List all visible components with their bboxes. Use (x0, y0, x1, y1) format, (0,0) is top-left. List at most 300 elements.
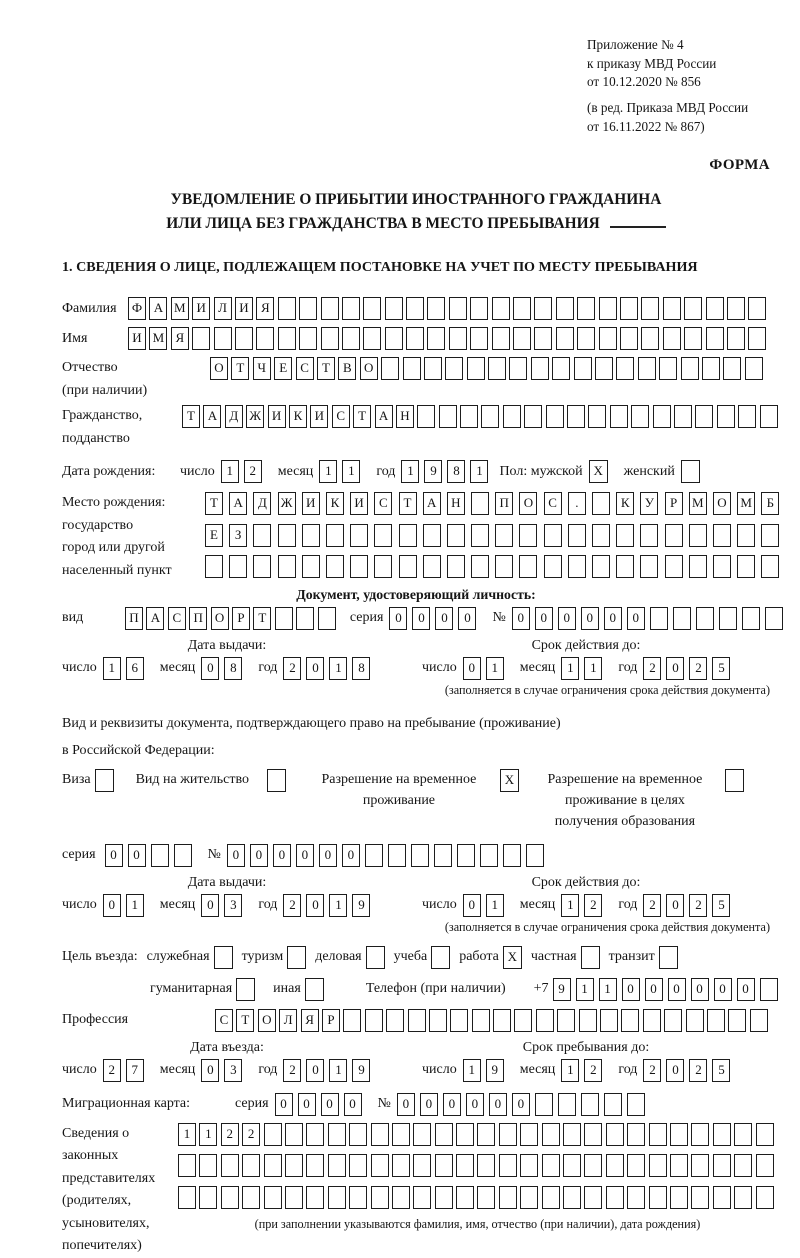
char-cell[interactable] (253, 555, 271, 578)
char-cell[interactable] (470, 297, 488, 320)
char-cell[interactable] (435, 1186, 453, 1209)
char-cell[interactable]: 1 (329, 657, 347, 680)
char-cell[interactable] (520, 1186, 538, 1209)
char-cell[interactable] (581, 1093, 599, 1116)
char-cell[interactable] (503, 405, 521, 428)
char-cell[interactable]: 0 (201, 894, 219, 917)
char-cell[interactable]: Т (236, 1009, 254, 1032)
char-cell[interactable]: 9 (352, 1059, 370, 1082)
char-cell[interactable] (663, 297, 681, 320)
char-cell[interactable] (306, 1186, 324, 1209)
char-cell[interactable] (235, 327, 253, 350)
char-cell[interactable] (328, 1186, 346, 1209)
char-cell[interactable] (713, 524, 731, 547)
char-cell[interactable] (673, 607, 691, 630)
char-cell[interactable]: 1 (486, 657, 504, 680)
char-cell[interactable] (302, 555, 320, 578)
char-cell[interactable] (556, 297, 574, 320)
char-cell[interactable]: 9 (424, 460, 442, 483)
char-cell[interactable] (264, 1123, 282, 1146)
char-cell[interactable] (620, 327, 638, 350)
char-cell[interactable] (350, 555, 368, 578)
char-cell[interactable]: А (375, 405, 393, 428)
char-cell[interactable] (535, 1093, 553, 1116)
char-cell[interactable]: А (423, 492, 441, 515)
char-cell[interactable] (665, 555, 683, 578)
char-cell[interactable]: Т (253, 607, 271, 630)
char-cell[interactable]: 1 (486, 894, 504, 917)
char-cell[interactable]: 0 (489, 1093, 507, 1116)
char-cell[interactable] (653, 405, 671, 428)
char-cell[interactable] (665, 524, 683, 547)
char-cell[interactable] (350, 524, 368, 547)
char-cell[interactable] (592, 555, 610, 578)
char-cell[interactable] (403, 357, 421, 380)
char-cell[interactable] (408, 1009, 426, 1032)
char-cell[interactable]: 0 (558, 607, 576, 630)
char-cell[interactable] (192, 327, 210, 350)
char-cell[interactable] (363, 297, 381, 320)
char-cell[interactable] (536, 1009, 554, 1032)
char-cell[interactable]: 2 (643, 1059, 661, 1082)
char-cell[interactable]: 5 (712, 657, 730, 680)
char-cell[interactable] (365, 844, 383, 867)
char-cell[interactable]: 1 (584, 657, 602, 680)
char-cell[interactable] (385, 327, 403, 350)
char-cell[interactable] (371, 1154, 389, 1177)
char-cell[interactable]: Р (665, 492, 683, 515)
char-cell[interactable] (427, 297, 445, 320)
char-cell[interactable] (627, 1123, 645, 1146)
char-cell[interactable] (447, 555, 465, 578)
char-cell[interactable] (477, 1154, 495, 1177)
char-cell[interactable]: К (616, 492, 634, 515)
char-cell[interactable] (499, 1154, 517, 1177)
char-cell[interactable]: Т (317, 357, 335, 380)
char-cell[interactable] (760, 405, 778, 428)
char-cell[interactable]: А (203, 405, 221, 428)
char-cell[interactable] (467, 357, 485, 380)
char-cell[interactable] (256, 327, 274, 350)
char-cell[interactable] (734, 1123, 752, 1146)
char-cell[interactable] (520, 1123, 538, 1146)
char-cell[interactable]: 8 (224, 657, 242, 680)
char-cell[interactable]: 3 (224, 1059, 242, 1082)
char-cell[interactable]: 2 (689, 657, 707, 680)
char-cell[interactable] (650, 607, 668, 630)
char-cell[interactable] (627, 1186, 645, 1209)
char-cell[interactable] (748, 327, 766, 350)
char-cell[interactable] (756, 1123, 774, 1146)
char-cell[interactable] (278, 327, 296, 350)
char-cell[interactable] (406, 327, 424, 350)
char-cell[interactable]: 1 (561, 1059, 579, 1082)
char-cell[interactable] (659, 946, 678, 969)
char-cell[interactable] (734, 1154, 752, 1177)
char-cell[interactable]: 2 (221, 1123, 239, 1146)
char-cell[interactable]: 8 (447, 460, 465, 483)
char-cell[interactable] (756, 1154, 774, 1177)
char-cell[interactable]: 0 (420, 1093, 438, 1116)
char-cell[interactable] (727, 327, 745, 350)
char-cell[interactable] (275, 607, 293, 630)
char-cell[interactable] (447, 524, 465, 547)
char-cell[interactable] (472, 1009, 490, 1032)
char-cell[interactable] (579, 1009, 597, 1032)
char-cell[interactable]: 0 (319, 844, 337, 867)
char-cell[interactable] (670, 1154, 688, 1177)
char-cell[interactable]: 0 (201, 1059, 219, 1082)
char-cell[interactable]: 2 (643, 657, 661, 680)
char-cell[interactable]: 2 (283, 657, 301, 680)
char-cell[interactable] (399, 555, 417, 578)
char-cell[interactable] (742, 607, 760, 630)
char-cell[interactable] (574, 357, 592, 380)
char-cell[interactable]: С (332, 405, 350, 428)
char-cell[interactable]: 0 (103, 894, 121, 917)
char-cell[interactable]: М (149, 327, 167, 350)
char-cell[interactable]: О (713, 492, 731, 515)
char-cell[interactable]: 3 (224, 894, 242, 917)
char-cell[interactable] (509, 357, 527, 380)
char-cell[interactable]: С (374, 492, 392, 515)
char-cell[interactable] (670, 1123, 688, 1146)
char-cell[interactable]: 2 (584, 1059, 602, 1082)
char-cell[interactable]: У (640, 492, 658, 515)
char-cell[interactable]: 0 (535, 607, 553, 630)
char-cell[interactable] (481, 405, 499, 428)
char-cell[interactable] (544, 555, 562, 578)
char-cell[interactable] (178, 1154, 196, 1177)
char-cell[interactable] (717, 405, 735, 428)
char-cell[interactable]: К (326, 492, 344, 515)
char-cell[interactable]: 0 (397, 1093, 415, 1116)
char-cell[interactable] (627, 1154, 645, 1177)
char-cell[interactable]: О (258, 1009, 276, 1032)
char-cell[interactable] (534, 327, 552, 350)
char-cell[interactable] (253, 524, 271, 547)
char-cell[interactable]: 8 (352, 657, 370, 680)
char-cell[interactable] (621, 1009, 639, 1032)
char-cell[interactable]: 1 (329, 894, 347, 917)
char-cell[interactable] (520, 1154, 538, 1177)
char-cell[interactable] (349, 1186, 367, 1209)
char-cell[interactable]: Т (399, 492, 417, 515)
char-cell[interactable]: О (210, 357, 228, 380)
char-cell[interactable] (278, 524, 296, 547)
char-cell[interactable] (588, 405, 606, 428)
char-cell[interactable]: 1 (178, 1123, 196, 1146)
char-cell[interactable] (349, 1154, 367, 1177)
char-cell[interactable] (760, 978, 778, 1001)
char-cell[interactable]: 0 (273, 844, 291, 867)
char-cell[interactable]: 5 (712, 894, 730, 917)
char-cell[interactable] (696, 607, 714, 630)
char-cell[interactable] (328, 1154, 346, 1177)
char-cell[interactable] (689, 555, 707, 578)
char-cell[interactable] (427, 327, 445, 350)
char-cell[interactable] (363, 327, 381, 350)
char-cell[interactable]: 2 (643, 894, 661, 917)
char-cell[interactable]: 0 (389, 607, 407, 630)
char-cell[interactable]: 2 (283, 1059, 301, 1082)
char-cell[interactable]: 1 (463, 1059, 481, 1082)
char-cell[interactable]: Я (301, 1009, 319, 1032)
char-cell[interactable]: Д (225, 405, 243, 428)
char-cell[interactable] (343, 1009, 361, 1032)
char-cell[interactable]: М (689, 492, 707, 515)
char-cell[interactable]: 0 (296, 844, 314, 867)
char-cell[interactable] (765, 607, 783, 630)
char-cell[interactable]: 1 (103, 657, 121, 680)
char-cell[interactable] (371, 1123, 389, 1146)
char-cell[interactable] (691, 1123, 709, 1146)
char-cell[interactable]: Т (205, 492, 223, 515)
char-cell[interactable]: Я (256, 297, 274, 320)
char-cell[interactable] (563, 1186, 581, 1209)
char-cell[interactable]: 0 (306, 894, 324, 917)
char-cell[interactable] (684, 297, 702, 320)
char-cell[interactable] (435, 1154, 453, 1177)
char-cell[interactable]: П (495, 492, 513, 515)
char-cell[interactable]: 2 (103, 1059, 121, 1082)
char-cell[interactable] (581, 946, 600, 969)
char-cell[interactable]: Н (396, 405, 414, 428)
char-cell[interactable] (524, 405, 542, 428)
char-cell[interactable] (745, 357, 763, 380)
char-cell[interactable] (221, 1154, 239, 1177)
char-cell[interactable] (349, 1123, 367, 1146)
char-cell[interactable] (236, 978, 255, 1001)
char-cell[interactable] (299, 327, 317, 350)
char-cell[interactable] (306, 1123, 324, 1146)
char-cell[interactable]: 0 (201, 657, 219, 680)
char-cell[interactable] (299, 297, 317, 320)
char-cell[interactable] (681, 357, 699, 380)
char-cell[interactable] (302, 524, 320, 547)
char-cell[interactable] (411, 844, 429, 867)
char-cell[interactable] (386, 1009, 404, 1032)
char-cell[interactable] (568, 524, 586, 547)
char-cell[interactable] (584, 1123, 602, 1146)
char-cell[interactable]: И (128, 327, 146, 350)
char-cell[interactable] (649, 1123, 667, 1146)
char-cell[interactable]: О (519, 492, 537, 515)
char-cell[interactable] (681, 460, 700, 483)
char-cell[interactable]: 1 (470, 460, 488, 483)
char-cell[interactable] (488, 357, 506, 380)
char-cell[interactable]: 0 (435, 607, 453, 630)
char-cell[interactable]: М (171, 297, 189, 320)
char-cell[interactable] (492, 297, 510, 320)
char-cell[interactable] (592, 524, 610, 547)
char-cell[interactable]: 0 (512, 1093, 530, 1116)
char-cell[interactable] (577, 327, 595, 350)
char-cell[interactable]: И (310, 405, 328, 428)
char-cell[interactable] (659, 357, 677, 380)
char-cell[interactable]: С (544, 492, 562, 515)
char-cell[interactable] (424, 357, 442, 380)
char-cell[interactable]: Я (171, 327, 189, 350)
char-cell[interactable] (429, 1009, 447, 1032)
char-cell[interactable]: 0 (250, 844, 268, 867)
char-cell[interactable] (374, 555, 392, 578)
char-cell[interactable] (577, 297, 595, 320)
char-cell[interactable] (737, 555, 755, 578)
char-cell[interactable] (544, 524, 562, 547)
char-cell[interactable] (321, 297, 339, 320)
char-cell[interactable]: В (338, 357, 356, 380)
char-cell[interactable]: 1 (599, 978, 617, 1001)
char-cell[interactable]: 0 (666, 657, 684, 680)
char-cell[interactable]: 0 (668, 978, 686, 1001)
char-cell[interactable]: 0 (344, 1093, 362, 1116)
char-cell[interactable] (584, 1154, 602, 1177)
char-cell[interactable] (492, 327, 510, 350)
char-cell[interactable] (392, 1154, 410, 1177)
char-cell[interactable] (640, 555, 658, 578)
char-cell[interactable]: С (215, 1009, 233, 1032)
char-cell[interactable]: 0 (714, 978, 732, 1001)
char-cell[interactable] (399, 524, 417, 547)
char-cell[interactable]: 0 (512, 607, 530, 630)
char-cell[interactable]: 1 (199, 1123, 217, 1146)
char-cell[interactable]: 1 (576, 978, 594, 1001)
char-cell[interactable]: Д (253, 492, 271, 515)
char-cell[interactable] (178, 1186, 196, 1209)
char-cell[interactable] (719, 607, 737, 630)
char-cell[interactable] (417, 405, 435, 428)
char-cell[interactable] (267, 769, 286, 792)
char-cell[interactable]: О (211, 607, 229, 630)
char-cell[interactable] (610, 405, 628, 428)
char-cell[interactable] (328, 1123, 346, 1146)
char-cell[interactable] (713, 1123, 731, 1146)
char-cell[interactable] (664, 1009, 682, 1032)
char-cell[interactable] (342, 327, 360, 350)
char-cell[interactable] (495, 524, 513, 547)
char-cell[interactable] (374, 524, 392, 547)
char-cell[interactable]: 0 (105, 844, 123, 867)
char-cell[interactable]: И (192, 297, 210, 320)
char-cell[interactable] (557, 1009, 575, 1032)
char-cell[interactable] (306, 1154, 324, 1177)
char-cell[interactable] (285, 1186, 303, 1209)
char-cell[interactable] (761, 524, 779, 547)
char-cell[interactable]: И (350, 492, 368, 515)
char-cell[interactable]: И (235, 297, 253, 320)
char-cell[interactable]: 6 (126, 657, 144, 680)
char-cell[interactable] (563, 1154, 581, 1177)
char-cell[interactable] (595, 357, 613, 380)
char-cell[interactable] (616, 555, 634, 578)
char-cell[interactable] (638, 357, 656, 380)
char-cell[interactable] (674, 405, 692, 428)
char-cell[interactable]: 0 (604, 607, 622, 630)
char-cell[interactable] (285, 1154, 303, 1177)
char-cell[interactable]: 0 (128, 844, 146, 867)
char-cell[interactable] (456, 1186, 474, 1209)
char-cell[interactable] (723, 357, 741, 380)
char-cell[interactable] (205, 555, 223, 578)
char-cell[interactable]: О (360, 357, 378, 380)
char-cell[interactable] (151, 844, 169, 867)
char-cell[interactable]: Ф (128, 297, 146, 320)
char-cell[interactable] (445, 357, 463, 380)
char-cell[interactable]: Б (761, 492, 779, 515)
char-cell[interactable]: 2 (689, 1059, 707, 1082)
char-cell[interactable] (748, 297, 766, 320)
char-cell[interactable] (531, 357, 549, 380)
char-cell[interactable] (558, 1093, 576, 1116)
char-cell[interactable] (449, 327, 467, 350)
char-cell[interactable]: 0 (622, 978, 640, 1001)
char-cell[interactable] (670, 1186, 688, 1209)
char-cell[interactable]: А (229, 492, 247, 515)
char-cell[interactable]: 0 (342, 844, 360, 867)
char-cell[interactable] (727, 297, 745, 320)
char-cell[interactable] (264, 1154, 282, 1177)
char-cell[interactable]: 9 (553, 978, 571, 1001)
char-cell[interactable] (305, 978, 324, 1001)
char-cell[interactable] (737, 524, 755, 547)
char-cell[interactable] (326, 524, 344, 547)
char-cell[interactable]: 0 (645, 978, 663, 1001)
char-cell[interactable] (691, 1154, 709, 1177)
char-cell[interactable] (342, 297, 360, 320)
char-cell[interactable]: 1 (126, 894, 144, 917)
char-cell[interactable]: 1 (221, 460, 239, 483)
char-cell[interactable]: Ч (253, 357, 271, 380)
char-cell[interactable]: И (268, 405, 286, 428)
char-cell[interactable] (499, 1186, 517, 1209)
char-cell[interactable] (435, 1123, 453, 1146)
char-cell[interactable] (649, 1154, 667, 1177)
char-cell[interactable]: К (289, 405, 307, 428)
char-cell[interactable]: 0 (627, 607, 645, 630)
char-cell[interactable]: Е (274, 357, 292, 380)
char-cell[interactable] (287, 946, 306, 969)
char-cell[interactable]: И (302, 492, 320, 515)
char-cell[interactable] (457, 844, 475, 867)
char-cell[interactable] (600, 1009, 618, 1032)
char-cell[interactable] (663, 327, 681, 350)
char-cell[interactable] (388, 844, 406, 867)
char-cell[interactable] (584, 1186, 602, 1209)
char-cell[interactable] (641, 297, 659, 320)
char-cell[interactable] (221, 1186, 239, 1209)
char-cell[interactable] (599, 327, 617, 350)
char-cell[interactable] (691, 1186, 709, 1209)
char-cell[interactable]: 2 (689, 894, 707, 917)
char-cell[interactable]: 0 (443, 1093, 461, 1116)
char-cell[interactable] (229, 555, 247, 578)
char-cell[interactable] (513, 297, 531, 320)
char-cell[interactable] (552, 357, 570, 380)
char-cell[interactable] (392, 1186, 410, 1209)
char-cell[interactable]: . (568, 492, 586, 515)
char-cell[interactable] (199, 1154, 217, 1177)
char-cell[interactable]: X (589, 460, 608, 483)
char-cell[interactable] (493, 1009, 511, 1032)
char-cell[interactable]: Л (214, 297, 232, 320)
char-cell[interactable] (371, 1186, 389, 1209)
char-cell[interactable]: 0 (691, 978, 709, 1001)
char-cell[interactable] (318, 607, 336, 630)
char-cell[interactable] (381, 357, 399, 380)
char-cell[interactable] (620, 297, 638, 320)
char-cell[interactable] (519, 524, 537, 547)
